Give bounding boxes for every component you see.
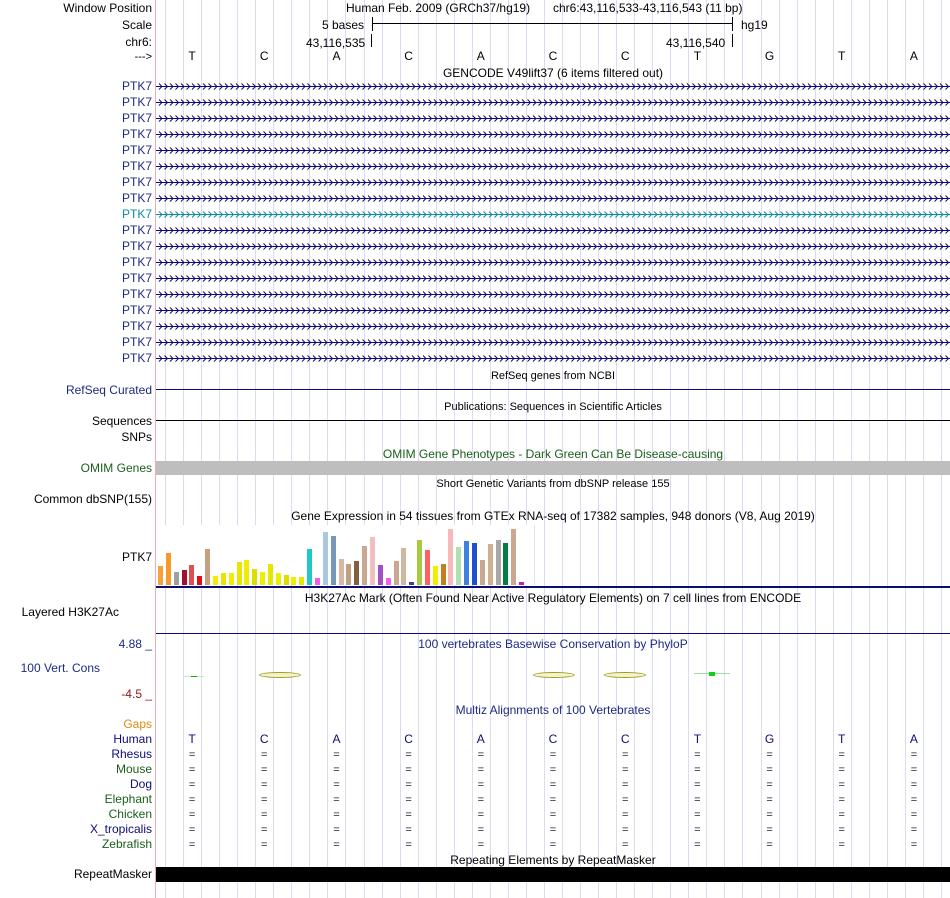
gtex-tissue-bar[interactable]	[417, 540, 422, 585]
gencode-gene-label[interactable]: PTK7	[121, 335, 152, 349]
alignment-match: =	[910, 779, 918, 791]
publications-track-title: Publications: Sequences in Scientific Articles	[444, 401, 662, 413]
species-label[interactable]: Human	[113, 732, 152, 746]
gtex-track-title: Gene Expression in 54 tissues from GTEx RNA-seq of 17382 samples, 948 donors (V8, Aug 2019)	[291, 509, 815, 523]
alignment-match: =	[621, 764, 629, 776]
alignment-match: =	[838, 749, 845, 761]
gtex-tissue-bar[interactable]	[441, 564, 446, 585]
alignment-match: =	[405, 824, 412, 836]
gtex-tissue-bar[interactable]	[331, 536, 336, 585]
gencode-transcript[interactable]	[156, 258, 950, 267]
phylop-score-mark	[184, 676, 204, 677]
gencode-track-title: GENCODE V49lift37 (6 items filtered out)	[442, 66, 664, 80]
gencode-gene-label[interactable]: PTK7	[121, 175, 152, 189]
gencode-transcript[interactable]	[156, 114, 950, 123]
human-base: A	[332, 732, 341, 746]
alignment-match: =	[333, 839, 340, 851]
strand-arrow-label[interactable]: --->	[134, 51, 152, 63]
scale-label: Scale	[121, 18, 152, 32]
alignment-match: =	[694, 749, 701, 761]
gtex-tissue-bar[interactable]	[339, 559, 344, 585]
omim-gene-bar[interactable]	[156, 461, 950, 475]
gtex-tissue-bar[interactable]	[221, 573, 226, 585]
gencode-gene-label[interactable]: PTK7	[121, 303, 152, 317]
sequence-base: C	[548, 49, 558, 63]
gaps-label: Gaps	[123, 717, 152, 731]
alignment-match: =	[188, 794, 196, 806]
alignment-match: =	[261, 764, 268, 776]
gtex-tissue-bar[interactable]	[370, 537, 375, 585]
h3k27ac-baseline[interactable]	[156, 633, 950, 634]
gtex-tissue-bar[interactable]	[354, 561, 359, 585]
alignment-match: =	[549, 749, 557, 761]
gencode-transcript[interactable]	[156, 210, 950, 219]
alignment-match: =	[910, 764, 918, 776]
gtex-tissue-bar[interactable]	[197, 576, 202, 585]
gtex-tissue-bar[interactable]	[448, 529, 453, 585]
gtex-tissue-bar[interactable]	[307, 549, 312, 585]
alignment-match: =	[621, 749, 629, 761]
human-base: A	[476, 732, 485, 746]
alignment-match: =	[477, 824, 485, 836]
alignment-match: =	[261, 749, 268, 761]
scale-bar-right-tick	[732, 17, 733, 31]
alignment-match: =	[188, 824, 196, 836]
alignment-match: =	[405, 794, 412, 806]
gencode-gene-label[interactable]: PTK7	[121, 351, 152, 365]
position-readout: chr6:43,116,533-43,116,543 (11 bp)	[553, 1, 743, 15]
alignment-match: =	[261, 809, 268, 821]
alignment-match: =	[405, 809, 412, 821]
scale-bar	[372, 23, 733, 24]
sequence-base: C	[620, 49, 630, 63]
alignment-match: =	[694, 839, 701, 851]
sequence-base: C	[404, 49, 413, 63]
alignment-match: =	[838, 764, 845, 776]
alignment-match: =	[188, 749, 196, 761]
alignment-match: =	[838, 779, 845, 791]
alignment-match: =	[838, 839, 845, 851]
gencode-gene-label[interactable]: PTK7	[121, 255, 152, 269]
gtex-baseline	[156, 586, 950, 588]
alignment-match: =	[405, 839, 412, 851]
gencode-gene-label[interactable]: PTK7	[121, 239, 152, 253]
alignment-match: =	[621, 809, 629, 821]
gencode-transcript[interactable]	[156, 162, 950, 171]
alignment-match: =	[261, 839, 268, 851]
sequence-base: T	[838, 49, 846, 63]
coordinate-right: 43,116,540	[666, 36, 726, 50]
assembly-title: Human Feb. 2009 (GRCh37/hg19)	[346, 1, 531, 15]
human-base: A	[909, 732, 918, 746]
gtex-tissue-bar[interactable]	[252, 569, 257, 585]
alignment-match: =	[766, 749, 773, 761]
phylop-track-title: 100 vertebrates Basewise Conservation by PhyloP	[418, 637, 688, 651]
alignment-match: =	[477, 839, 485, 851]
refseq-track-line[interactable]	[156, 389, 950, 390]
gencode-gene-label[interactable]: PTK7	[121, 79, 152, 93]
gtex-chart[interactable]	[156, 525, 535, 585]
gtex-tissue-bar[interactable]	[394, 561, 399, 585]
alignment-match: =	[549, 794, 557, 806]
gtex-tissue-bar[interactable]	[496, 540, 501, 585]
snps-track-label[interactable]: SNPs	[121, 430, 152, 444]
chrom-label: chr6:	[125, 35, 152, 49]
alignment-match: =	[333, 779, 340, 791]
gencode-gene-label[interactable]: PTK7	[121, 159, 152, 173]
alignment-match: =	[910, 794, 918, 806]
repeatmasker-track-label[interactable]: RepeatMasker	[73, 867, 152, 881]
gencode-gene-label[interactable]: PTK7	[121, 111, 152, 125]
gtex-tissue-bar[interactable]	[182, 570, 187, 585]
phylop-score-mark	[694, 673, 730, 674]
track-labels-panel	[0, 0, 155, 898]
gtex-tissue-bar[interactable]	[386, 578, 391, 585]
conservation-min-label: -4.5 _	[121, 687, 152, 701]
gtex-tissue-bar[interactable]	[174, 572, 179, 585]
gencode-transcript[interactable]	[156, 322, 950, 331]
alignment-match: =	[188, 779, 196, 791]
alignment-match: =	[766, 779, 773, 791]
gtex-tissue-bar[interactable]	[323, 532, 328, 585]
h3k27ac-track-label[interactable]: Layered H3K27Ac	[21, 605, 119, 619]
alignment-match: =	[549, 809, 557, 821]
gencode-gene-label[interactable]: PTK7	[121, 223, 152, 237]
alignment-match: =	[766, 839, 773, 851]
alignment-match: =	[694, 809, 701, 821]
browser-tracks-image[interactable]	[156, 0, 950, 898]
alignment-match: =	[694, 779, 701, 791]
coordinate-left: 43,116,535	[306, 36, 366, 50]
gencode-transcript[interactable]	[156, 82, 950, 91]
gtex-tissue-bar[interactable]	[229, 573, 234, 585]
sequence-base: T	[188, 49, 196, 63]
gtex-tissue-bar[interactable]	[237, 562, 242, 585]
human-base: T	[188, 732, 196, 746]
alignment-match: =	[838, 794, 845, 806]
gencode-transcript[interactable]	[156, 226, 950, 235]
alignment-match: =	[477, 809, 485, 821]
omim-track-title: OMIM Gene Phenotypes - Dark Green Can Be Disease-causing	[382, 447, 724, 461]
alignment-match: =	[621, 839, 629, 851]
gtex-tissue-bar[interactable]	[244, 560, 249, 585]
gencode-gene-label[interactable]: PTK7	[121, 95, 152, 109]
alignment-match: =	[549, 839, 557, 851]
sequence-base: T	[693, 49, 702, 63]
database-label: hg19	[741, 18, 768, 32]
alignment-match: =	[621, 779, 629, 791]
alignment-match: =	[333, 749, 340, 761]
species-label[interactable]: X_tropicalis	[89, 822, 152, 836]
species-label[interactable]: Elephant	[104, 792, 152, 806]
alignment-match: =	[477, 794, 485, 806]
alignment-match: =	[333, 824, 340, 836]
alignment-match: =	[333, 809, 340, 821]
sequences-track-label[interactable]: Sequences	[91, 414, 152, 428]
alignment-match: =	[477, 749, 485, 761]
alignment-match: =	[910, 749, 918, 761]
repeatmasker-bar[interactable]	[156, 867, 950, 882]
coordinate-right-tick	[732, 34, 733, 47]
window-position-label: Window Position	[63, 1, 152, 15]
phylop-score-mark	[533, 672, 575, 678]
gtex-tissue-bar[interactable]	[299, 577, 304, 585]
gtex-tissue-bar[interactable]	[291, 577, 296, 585]
conservation-max-label: 4.88 _	[118, 637, 152, 651]
h3k27ac-track-title: H3K27Ac Mark (Often Found Near Active Regulatory Elements) on 7 cell lines from ENCODE	[304, 591, 802, 605]
gtex-tissue-bar[interactable]	[378, 565, 383, 585]
omim-track-label[interactable]: OMIM Genes	[80, 461, 152, 475]
gencode-gene-label[interactable]: PTK7	[121, 143, 152, 157]
gencode-transcript[interactable]	[156, 178, 950, 187]
alignment-match: =	[621, 794, 629, 806]
gencode-transcript[interactable]	[156, 290, 950, 299]
alignment-match: =	[694, 794, 701, 806]
gencode-transcript[interactable]	[156, 194, 950, 203]
gencode-gene-label[interactable]: PTK7	[121, 287, 152, 301]
gtex-tissue-bar[interactable]	[260, 572, 265, 585]
alignment-match: =	[621, 824, 629, 836]
alignment-match: =	[405, 764, 412, 776]
coordinate-left-tick	[371, 34, 372, 47]
gtex-tissue-bar[interactable]	[511, 529, 516, 585]
gencode-transcript[interactable]	[156, 242, 950, 251]
alignment-match: =	[766, 794, 773, 806]
gtex-tissue-bar[interactable]	[166, 553, 171, 585]
species-label[interactable]: Chicken	[108, 807, 152, 821]
alignment-match: =	[333, 794, 340, 806]
sequence-base: C	[259, 49, 269, 63]
human-base: C	[620, 732, 630, 746]
alignment-match: =	[910, 809, 918, 821]
gencode-transcript[interactable]	[156, 130, 950, 139]
alignment-match: =	[477, 779, 485, 791]
alignment-match: =	[261, 824, 268, 836]
repeatmasker-track-title: Repeating Elements by RepeatMasker	[450, 853, 656, 867]
alignment-match: =	[261, 794, 268, 806]
gtex-tissue-bar[interactable]	[472, 543, 477, 585]
scale-bar-left-tick	[372, 17, 373, 31]
dbsnp-track-title: Short Genetic Variants from dbSNP release 155	[436, 478, 670, 490]
alignment-match: =	[766, 809, 773, 821]
human-base: T	[693, 732, 702, 746]
alignment-match: =	[910, 839, 918, 851]
species-label[interactable]: Dog	[129, 777, 152, 791]
alignment-match: =	[405, 779, 412, 791]
gtex-tissue-bar[interactable]	[315, 578, 320, 585]
gtex-tissue-bar[interactable]	[488, 544, 493, 585]
alignment-match: =	[549, 779, 557, 791]
gtex-tissue-bar[interactable]	[401, 548, 406, 585]
gencode-transcript[interactable]	[156, 306, 950, 315]
gtex-tissue-bar[interactable]	[284, 575, 289, 585]
gencode-gene-label[interactable]: PTK7	[121, 207, 152, 221]
gtex-tissue-bar[interactable]	[456, 547, 461, 585]
conservation-track-label[interactable]: 100 Vert. Cons	[20, 661, 100, 675]
gtex-tissue-bar[interactable]	[346, 564, 351, 585]
sequence-base: A	[332, 49, 341, 63]
human-base: G	[764, 732, 775, 746]
alignment-match: =	[549, 824, 557, 836]
alignment-match: =	[261, 779, 268, 791]
gencode-gene-label[interactable]: PTK7	[121, 191, 152, 205]
alignment-match: =	[549, 764, 557, 776]
publications-track-line[interactable]	[156, 420, 950, 421]
gtex-tissue-bar[interactable]	[205, 549, 210, 585]
alignment-match: =	[838, 824, 845, 836]
phylop-score-mark	[604, 672, 646, 678]
scale-bar-text: 5 bases	[322, 18, 365, 32]
human-base: C	[548, 732, 558, 746]
species-label[interactable]: Zebrafish	[101, 837, 152, 851]
alignment-match: =	[838, 809, 845, 821]
gencode-gene-label[interactable]: PTK7	[121, 127, 152, 141]
gencode-transcript[interactable]	[156, 338, 950, 347]
human-base: C	[404, 732, 413, 746]
refseq-track-label[interactable]: RefSeq Curated	[65, 383, 152, 397]
species-label[interactable]: Rhesus	[111, 747, 152, 761]
phylop-score-mark	[259, 672, 301, 678]
alignment-match: =	[188, 839, 196, 851]
gtex-tissue-bar[interactable]	[425, 550, 430, 585]
gtex-tissue-bar[interactable]	[362, 546, 367, 585]
gtex-tissue-bar[interactable]	[480, 560, 485, 585]
gtex-gene-label[interactable]: PTK7	[121, 550, 152, 564]
gtex-tissue-bar[interactable]	[433, 566, 438, 585]
human-base: C	[259, 732, 269, 746]
gtex-tissue-bar[interactable]	[464, 541, 469, 585]
gtex-tissue-bar[interactable]	[276, 573, 281, 585]
gencode-transcript[interactable]	[156, 274, 950, 283]
gtex-tissue-bar[interactable]	[158, 566, 163, 585]
gtex-tissue-bar[interactable]	[268, 564, 273, 585]
alignment-match: =	[766, 764, 773, 776]
dbsnp-track-label[interactable]: Common dbSNP(155)	[33, 492, 152, 506]
gencode-transcript[interactable]	[156, 354, 950, 363]
alignment-match: =	[188, 809, 196, 821]
gencode-transcript[interactable]	[156, 98, 950, 107]
alignment-match: =	[333, 764, 340, 776]
refseq-track-title: RefSeq genes from NCBI	[490, 370, 616, 382]
human-base: T	[838, 732, 846, 746]
alignment-match: =	[405, 749, 412, 761]
gtex-tissue-bar[interactable]	[503, 543, 508, 585]
gencode-gene-label[interactable]: PTK7	[121, 271, 152, 285]
gtex-tissue-bar[interactable]	[189, 565, 194, 585]
sequence-base: A	[909, 49, 918, 63]
alignment-match: =	[694, 764, 701, 776]
alignment-match: =	[766, 824, 773, 836]
sequence-base: G	[764, 49, 775, 63]
sequence-base: A	[476, 49, 485, 63]
species-label[interactable]: Mouse	[115, 762, 152, 776]
gencode-transcript[interactable]	[156, 146, 950, 155]
gtex-tissue-bar[interactable]	[213, 576, 218, 585]
gencode-gene-label[interactable]: PTK7	[121, 319, 152, 333]
gtex-tissue-bar[interactable]	[519, 582, 524, 585]
alignment-match: =	[694, 824, 701, 836]
gtex-tissue-bar[interactable]	[409, 582, 414, 585]
alignment-match: =	[910, 824, 918, 836]
multiz-track-title: Multiz Alignments of 100 Vertebrates	[455, 703, 651, 717]
alignment-match: =	[477, 764, 485, 776]
alignment-match: =	[188, 764, 196, 776]
